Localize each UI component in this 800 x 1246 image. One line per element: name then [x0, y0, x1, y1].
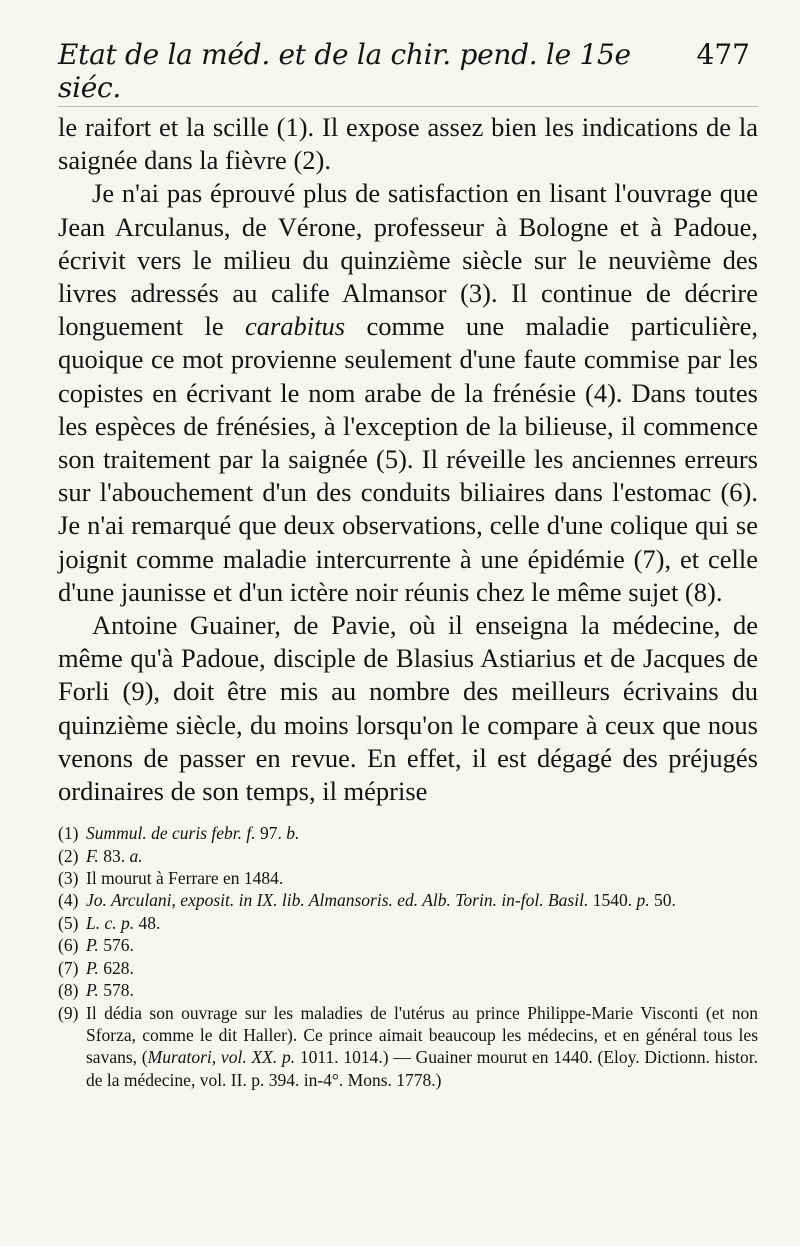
footnote: [58, 822, 758, 844]
text-run: 50.: [649, 890, 676, 911]
footnote-mark: (4): [58, 890, 79, 911]
text-run: Antoine Guainer, de Pavie, où il enseigna la médecine, de même qu'à Padoue, disciple de Blasius Astiarius et de Jacques de Forli (9), doit être mis au nombre des meilleurs écrivains du quinzième siècle, du moins lorsqu'on le compare à ceux que nous venons de passer en revue. En effet, il est dégagé des préjugés ordinaires de son temps, il méprise: [58, 610, 758, 807]
footnote-text: [86, 1002, 758, 1092]
paragraph: [58, 177, 758, 609]
book-page: [58, 38, 758, 1091]
footnote-mark: (2): [58, 845, 79, 866]
footnote-mark: (1): [58, 823, 79, 844]
main-text: [58, 111, 758, 808]
italic-text: F.: [86, 845, 99, 866]
running-header: [58, 38, 758, 107]
text-run: 576.: [98, 935, 134, 956]
paragraph: [58, 111, 758, 177]
footnote-text: [86, 979, 134, 1001]
italic-text: exposit. in IX. lib. Almansoris. ed. Alb. Torin. in-fol. Basil.: [180, 890, 589, 911]
italic-text: L. c. p.: [86, 912, 135, 933]
text-run: Je n'ai pas éprouvé plus de satisfaction en lisant l'ouvrage que Jean Arculanus, de Vérone, professeur à Bologne et à Padoue, écrivit vers le milieu du quinzième siècle sur le neuvième des livres adressés au calife Almansor (3). Il continue de décrire longuement le: [58, 178, 758, 342]
footnote-mark: (3): [58, 868, 79, 889]
text-run: 48.: [134, 912, 161, 933]
text-run: 97.: [255, 823, 287, 844]
footnote: [58, 845, 758, 867]
text-run: 1011. 1014.) — Guainer mourut en 1440. (Eloy. Dictionn. histor. de la médecine, vol. II. p. 394. in-4°. Mons. 1778.): [86, 1047, 758, 1090]
italic-text: Jo. Arculani: [86, 890, 172, 911]
italic-text: a.: [129, 845, 143, 866]
footnote: [58, 979, 758, 1001]
footnote-text: [86, 957, 134, 979]
footnote: [58, 867, 758, 889]
text-run: 628.: [98, 957, 134, 978]
footnote-mark: (6): [58, 935, 79, 956]
text-run: Il dédia son ouvrage sur les maladies de l'utérus au prince Philippe-Marie Visconti (et non Sforza, comme le dit Haller). Ce prince aimait beaucoup les médecins, et en général tous les savans, (: [86, 1002, 758, 1068]
italic-text: p.: [636, 890, 650, 911]
text-run: ,: [171, 890, 181, 911]
footnote-text: [86, 934, 134, 956]
footnote-mark: (9): [58, 1002, 79, 1023]
footnote-text: [86, 912, 160, 934]
text-run: comme une maladie particulière, quoique ce mot provienne seulement d'une faute commise par les copistes en écrivant le nom arabe de la frénésie (4). Dans toutes les espèces de frénésies, à l'exception de la bilieuse, il commence son traitement par la saignée (5). Il réveille les anciennes erreurs sur l'abouchement d'un des conduits biliaires dans l'estomac (6). Je n'ai remarqué que deux observations, celle d'une colique qui se joignit comme maladie intercurrente à une épidémie (7), et celle d'une jaunisse et d'un ictère noir réunis chez le même sujet (8).: [58, 311, 758, 607]
italic-text: carabitus: [244, 311, 346, 342]
page-number: 477: [696, 38, 750, 71]
text-run: le raifort et la scille (1). Il expose assez bien les indications de la saignée dans la fièvre (2).: [58, 112, 758, 176]
running-title: Etat de la méd. et de la chir. pend. le 15e siéc.: [58, 38, 631, 104]
text-run: 578.: [98, 980, 134, 1001]
footnote-text: [86, 867, 283, 889]
text-run: Il mourut à Ferrare en 1484.: [86, 868, 284, 889]
footnotes: [58, 822, 758, 1091]
footnote: [58, 934, 758, 956]
footnote-mark: (8): [58, 980, 79, 1001]
italic-text: P.: [86, 980, 99, 1001]
footnote-mark: (5): [58, 912, 79, 933]
footnote-text: [86, 822, 299, 844]
italic-text: P.: [86, 957, 99, 978]
footnote: [58, 1002, 758, 1092]
footnote: [58, 912, 758, 934]
italic-text: Summul. de curis febr. f.: [86, 823, 256, 844]
paragraph: [58, 609, 758, 808]
text-run: 83.: [98, 845, 130, 866]
italic-text: P.: [86, 935, 99, 956]
footnote-text: [86, 845, 143, 867]
footnote: [58, 957, 758, 979]
text-run: 1540.: [588, 890, 637, 911]
footnote-mark: (7): [58, 957, 79, 978]
italic-text: b.: [286, 823, 300, 844]
italic-text: Muratori, vol. XX. p.: [147, 1047, 296, 1068]
footnote-text: [86, 889, 676, 911]
footnote: [58, 889, 758, 911]
